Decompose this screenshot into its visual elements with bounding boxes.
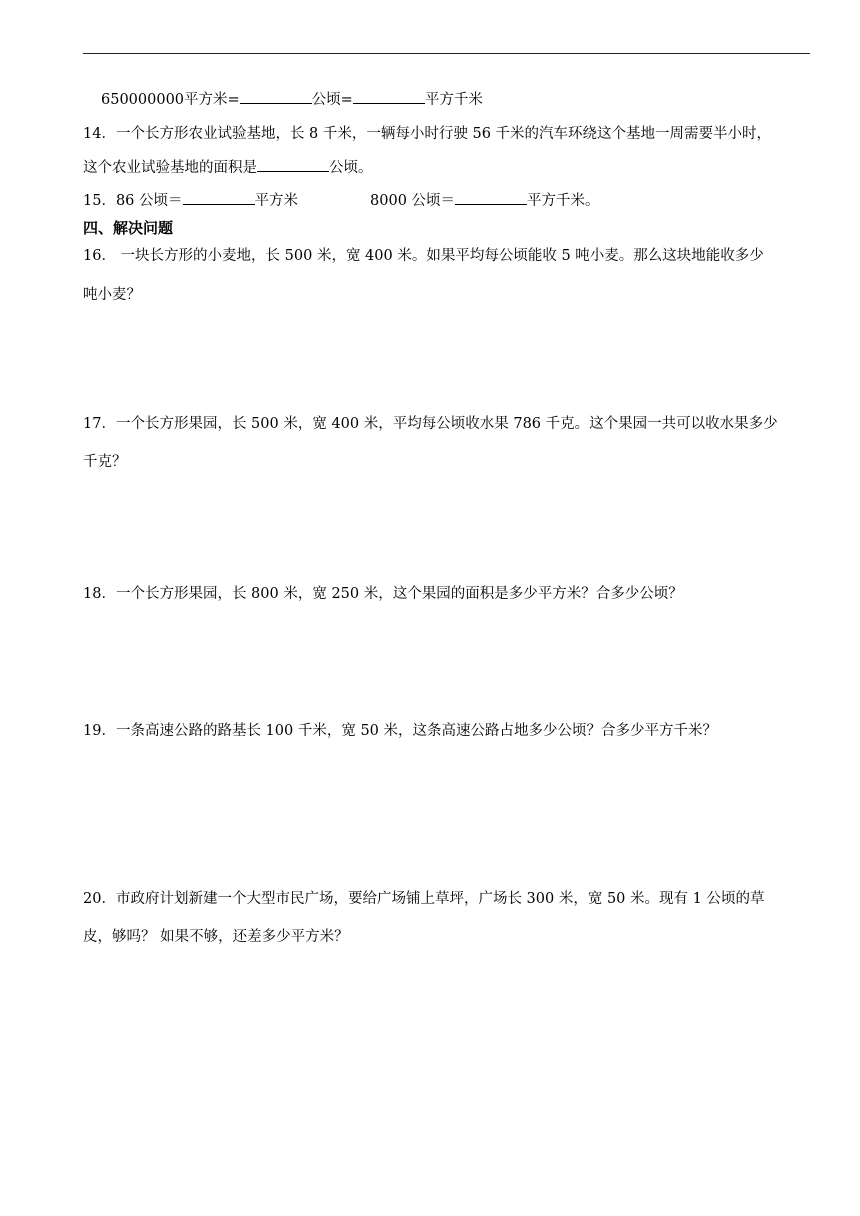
q15-blank-2[interactable] — [455, 190, 527, 205]
q13-conversion-line — [101, 89, 483, 110]
q14-text-pre: 这个农业试验基地的面积是 — [83, 160, 257, 176]
q15-part1-post: 平方米 — [254, 193, 299, 209]
q13-blank-2[interactable] — [353, 89, 425, 104]
q13-value: 650000000 — [101, 92, 185, 108]
q13-unit2: 公顷= — [311, 92, 353, 108]
q15-part1-pre: 15．86 公顷＝ — [83, 193, 183, 209]
q16-line-1: 16． 一块长方形的小麦地，长 500 米，宽 400 米。如果平均每公顷能收 5 吨小麦。那么这块地能收多少 — [83, 248, 764, 264]
q14-text-post: 公顷。 — [329, 160, 373, 176]
q13-blank-1[interactable] — [240, 89, 312, 104]
q17-line-1: 17．一个长方形果园，长 500 米，宽 400 米，平均每公顷收水果 786 千克。这个果园一共可以收水果多少 — [83, 416, 778, 432]
q14-blank[interactable] — [257, 157, 329, 172]
q15-blank-1[interactable] — [183, 190, 255, 205]
q20-line-2: 皮，够吗？ 如果不够，还差多少平方米？ — [83, 929, 349, 945]
q16-line-2: 吨小麦？ — [83, 287, 141, 303]
q14-line-1: 14．一个长方形农业试验基地，长 8 千米，一辆每小时行驶 56 千米的汽车环绕这个基地一周需要半小时， — [83, 126, 772, 142]
q14-line-2 — [83, 157, 373, 178]
q13-unit1: 平方米= — [184, 92, 240, 108]
q15-line — [83, 190, 600, 211]
section-heading: 四、解决问题 — [83, 219, 174, 237]
q20-line-1: 20．市政府计划新建一个大型市民广场，要给广场铺上草坪，广场长 300 米，宽 50 米。现有 1 公顷的草 — [83, 891, 765, 907]
q17-line-2: 千克？ — [83, 454, 127, 470]
q19-line-1: 19．一条高速公路的路基长 100 千米，宽 50 米，这条高速公路占地多少公顷？合多少平方千米？ — [83, 723, 718, 739]
q15-part2-pre: 8000 公顷＝ — [370, 193, 456, 209]
q18-line-1: 18．一个长方形果园，长 800 米，宽 250 米，这个果园的面积是多少平方米？合多少公顷？ — [83, 586, 683, 602]
header-rule — [83, 53, 810, 54]
q13-unit3: 平方千米 — [424, 92, 483, 108]
q15-part2-post: 平方千米。 — [527, 193, 600, 209]
